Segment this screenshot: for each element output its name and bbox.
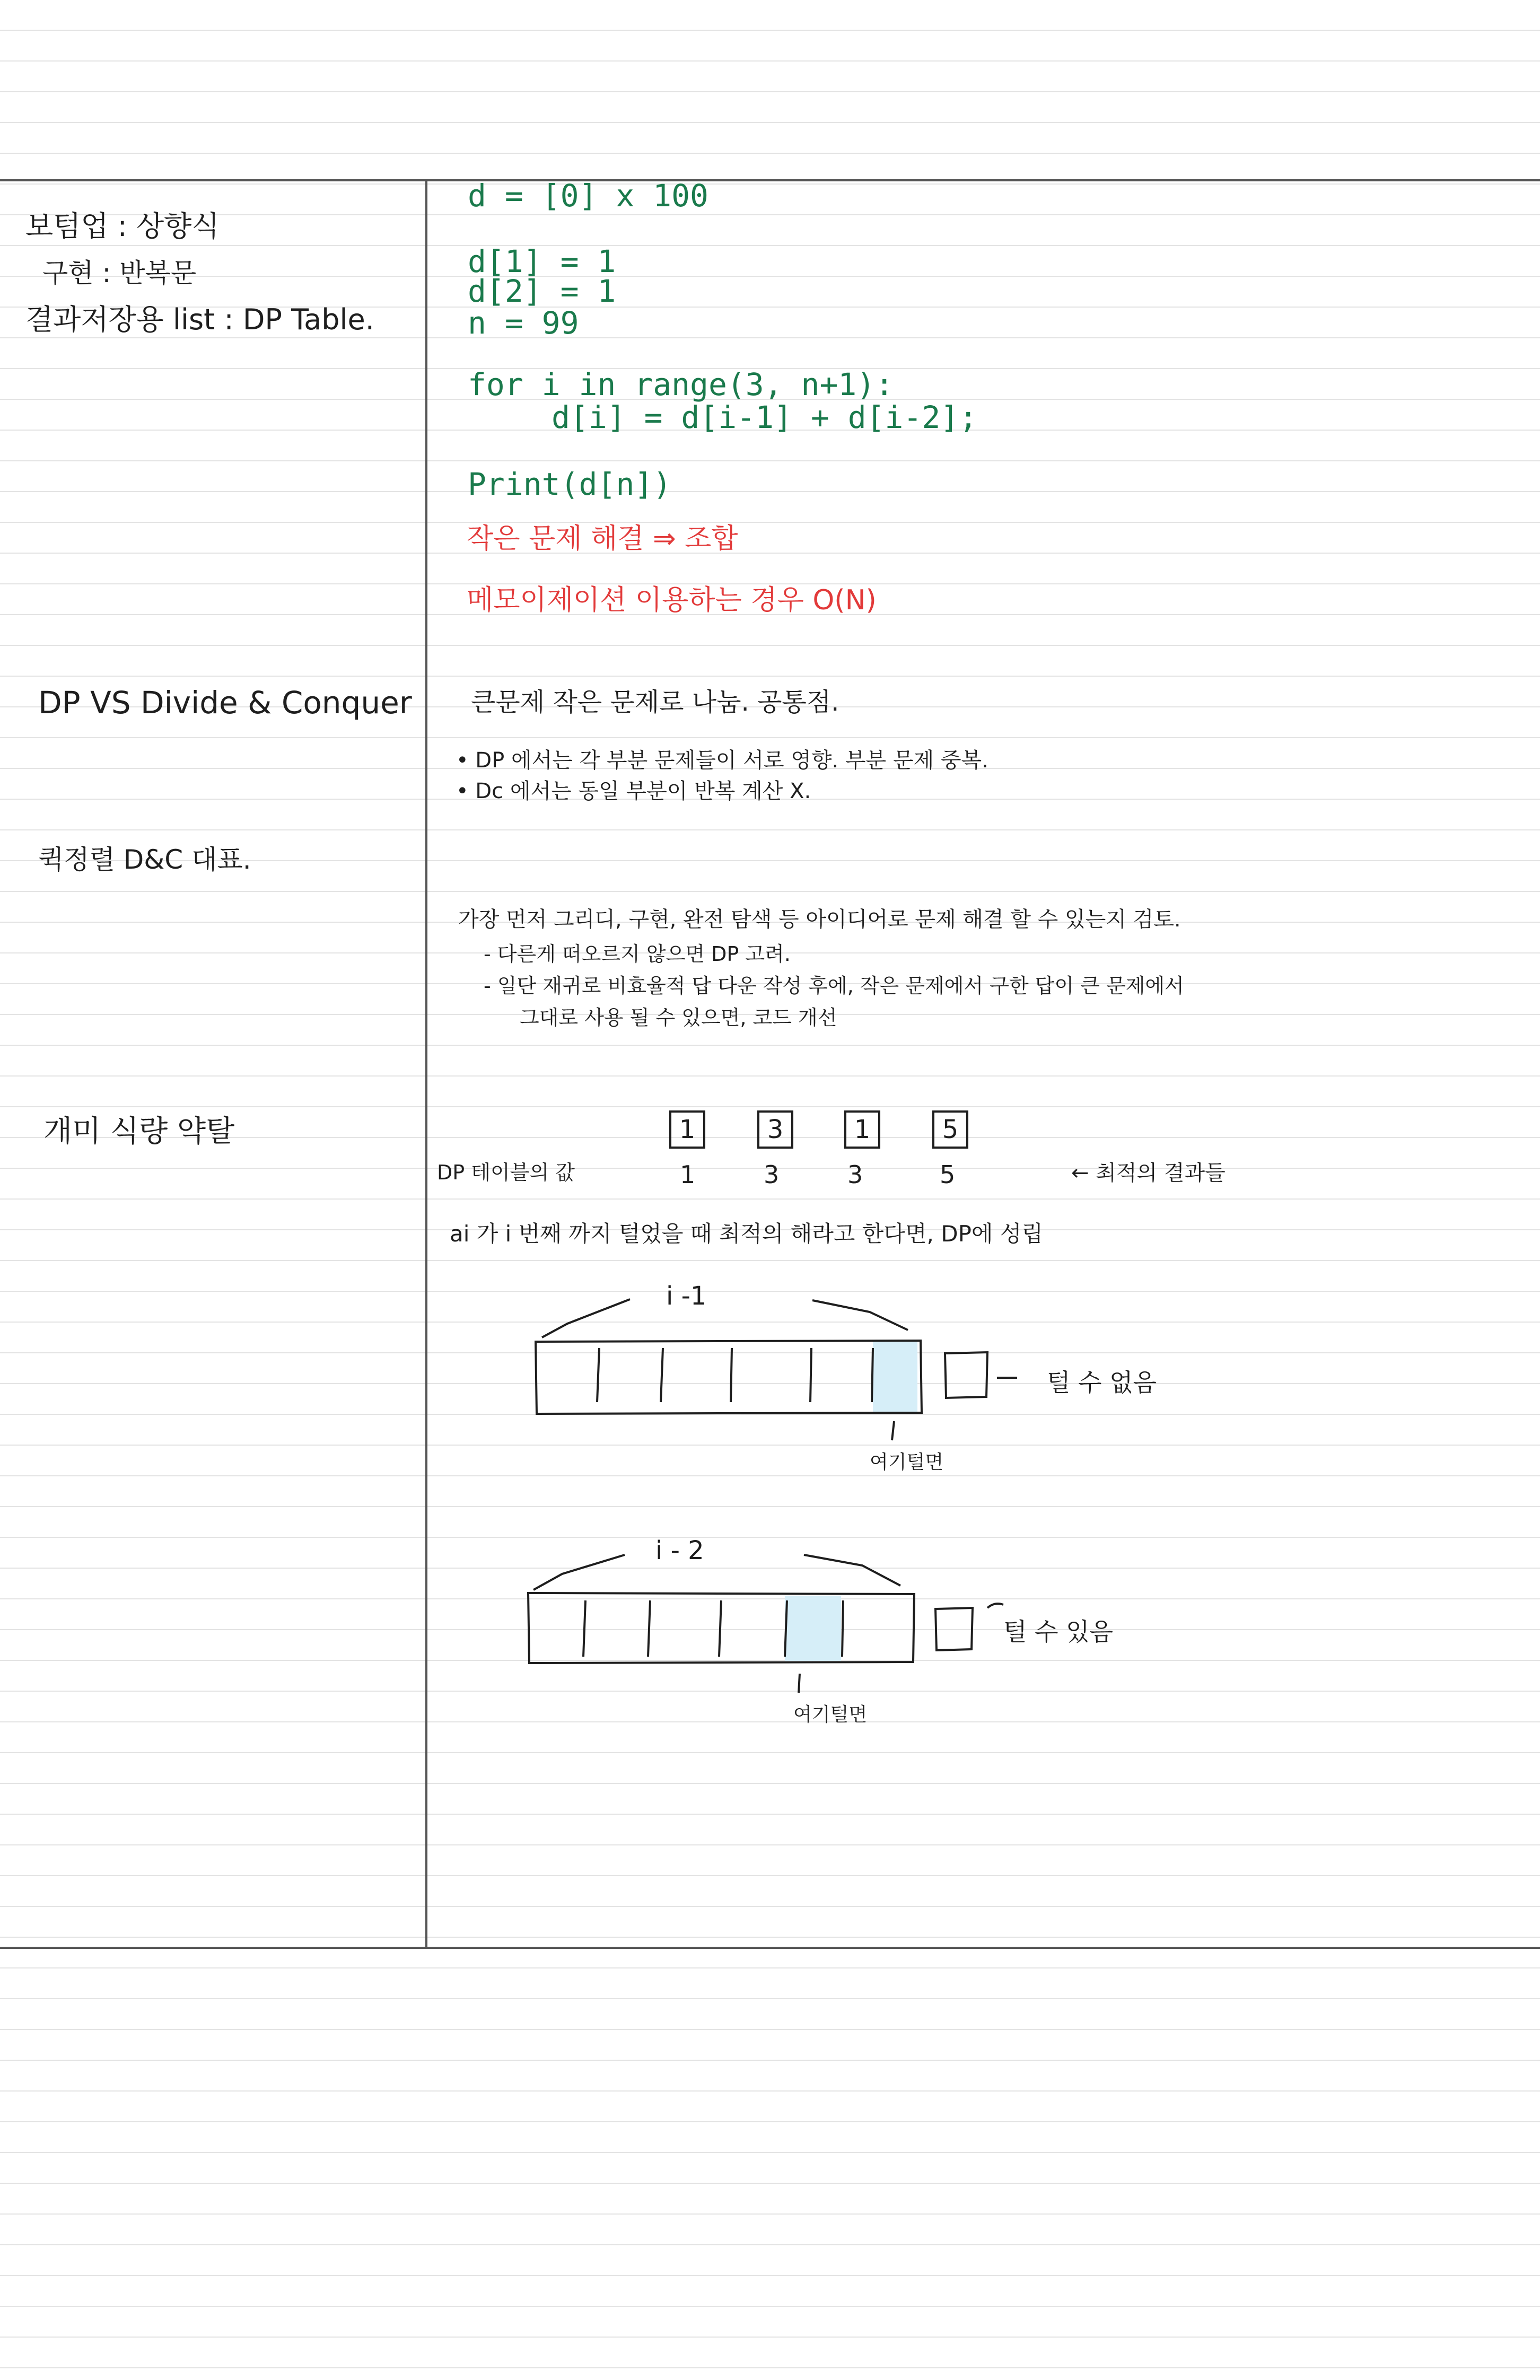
dp-value-3: 3 — [847, 1160, 863, 1189]
impl-note: 구현 : 반복문 — [42, 258, 197, 288]
dp-table-label: DP 테이블의 값 — [437, 1161, 575, 1184]
storage-box-3: 1 — [844, 1110, 880, 1149]
label-here-rob-2: 여기털면 — [793, 1704, 868, 1726]
red-note-memoization: 메모이제이션 이용하는 경우 O(N) — [467, 584, 877, 616]
code-line-2: d[1] = 1 — [468, 243, 616, 279]
label-cannot-rob: 털 수 없음 — [1047, 1368, 1157, 1397]
storage-box-2: 3 — [757, 1110, 793, 1149]
code-line-7: Print(d[n]) — [468, 466, 672, 502]
tip-improve: 그대로 사용 될 수 있으면, 코드 개선 — [520, 1006, 837, 1029]
code-line-3: d[2] = 1 — [468, 273, 616, 309]
code-line-4: n = 99 — [468, 305, 579, 341]
dp-value-1: 1 — [680, 1160, 696, 1189]
bottom-up-title: 보텀업 : 상향식 — [25, 209, 220, 243]
red-note-combine: 작은 문제 해결 ⇒ 조합 — [467, 523, 738, 555]
diagram-i-minus-1 — [536, 1299, 1017, 1440]
code-line-1: d = [0] x 100 — [468, 178, 708, 214]
dp-value-2: 3 — [764, 1160, 780, 1189]
code-line-5: for i in range(3, n+1): — [468, 366, 894, 402]
bullet-dc: • Dc 에서는 동일 부분이 반복 계산 X. — [456, 779, 811, 803]
ai-definition: ai 가 i 번째 까지 털었을 때 최적의 해라고 한다면, DP에 성립 — [450, 1221, 1043, 1247]
label-i-minus-1: i -1 — [666, 1281, 707, 1311]
quicksort-note: 퀵정렬 D&C 대표. — [38, 844, 251, 875]
label-can-rob: 털 수 있음 — [1003, 1617, 1113, 1646]
dp-value-4: 5 — [940, 1160, 956, 1189]
bullet-dp: • DP 에서는 각 부분 문제들이 서로 영향. 부분 문제 중복. — [456, 748, 988, 773]
storage-box-1: 1 — [669, 1110, 705, 1149]
storage-box-4: 5 — [932, 1110, 968, 1149]
common-point: 큰문제 작은 문제로 나눔. 공통점. — [471, 687, 839, 717]
tip-consider-dp: - 다른게 떠오르지 않으면 DP 고려. — [484, 942, 791, 966]
storage-note: 결과저장용 list : DP Table. — [25, 303, 374, 336]
tip-recursion: - 일단 재귀로 비효율적 답 다운 작성 후에, 작은 문제에서 구한 답이 큰 문제에서 — [484, 974, 1184, 998]
label-i-minus-2: i - 2 — [655, 1536, 704, 1565]
label-here-rob-1: 여기털면 — [870, 1451, 944, 1473]
optimal-results-note: ← 최적의 결과들 — [1071, 1161, 1226, 1185]
dp-vs-dc-title: DP VS Divide & Conquer — [38, 685, 412, 721]
tip-main: 가장 먼저 그리디, 구현, 완전 탐색 등 아이디어로 문제 해결 할 수 있는지 검토. — [458, 907, 1181, 932]
diagram-i-minus-2 — [528, 1555, 1003, 1693]
code-line-6: d[i] = d[i-1] + d[i-2]; — [552, 399, 978, 435]
ant-title: 개미 식량 약탈 — [43, 1114, 235, 1149]
